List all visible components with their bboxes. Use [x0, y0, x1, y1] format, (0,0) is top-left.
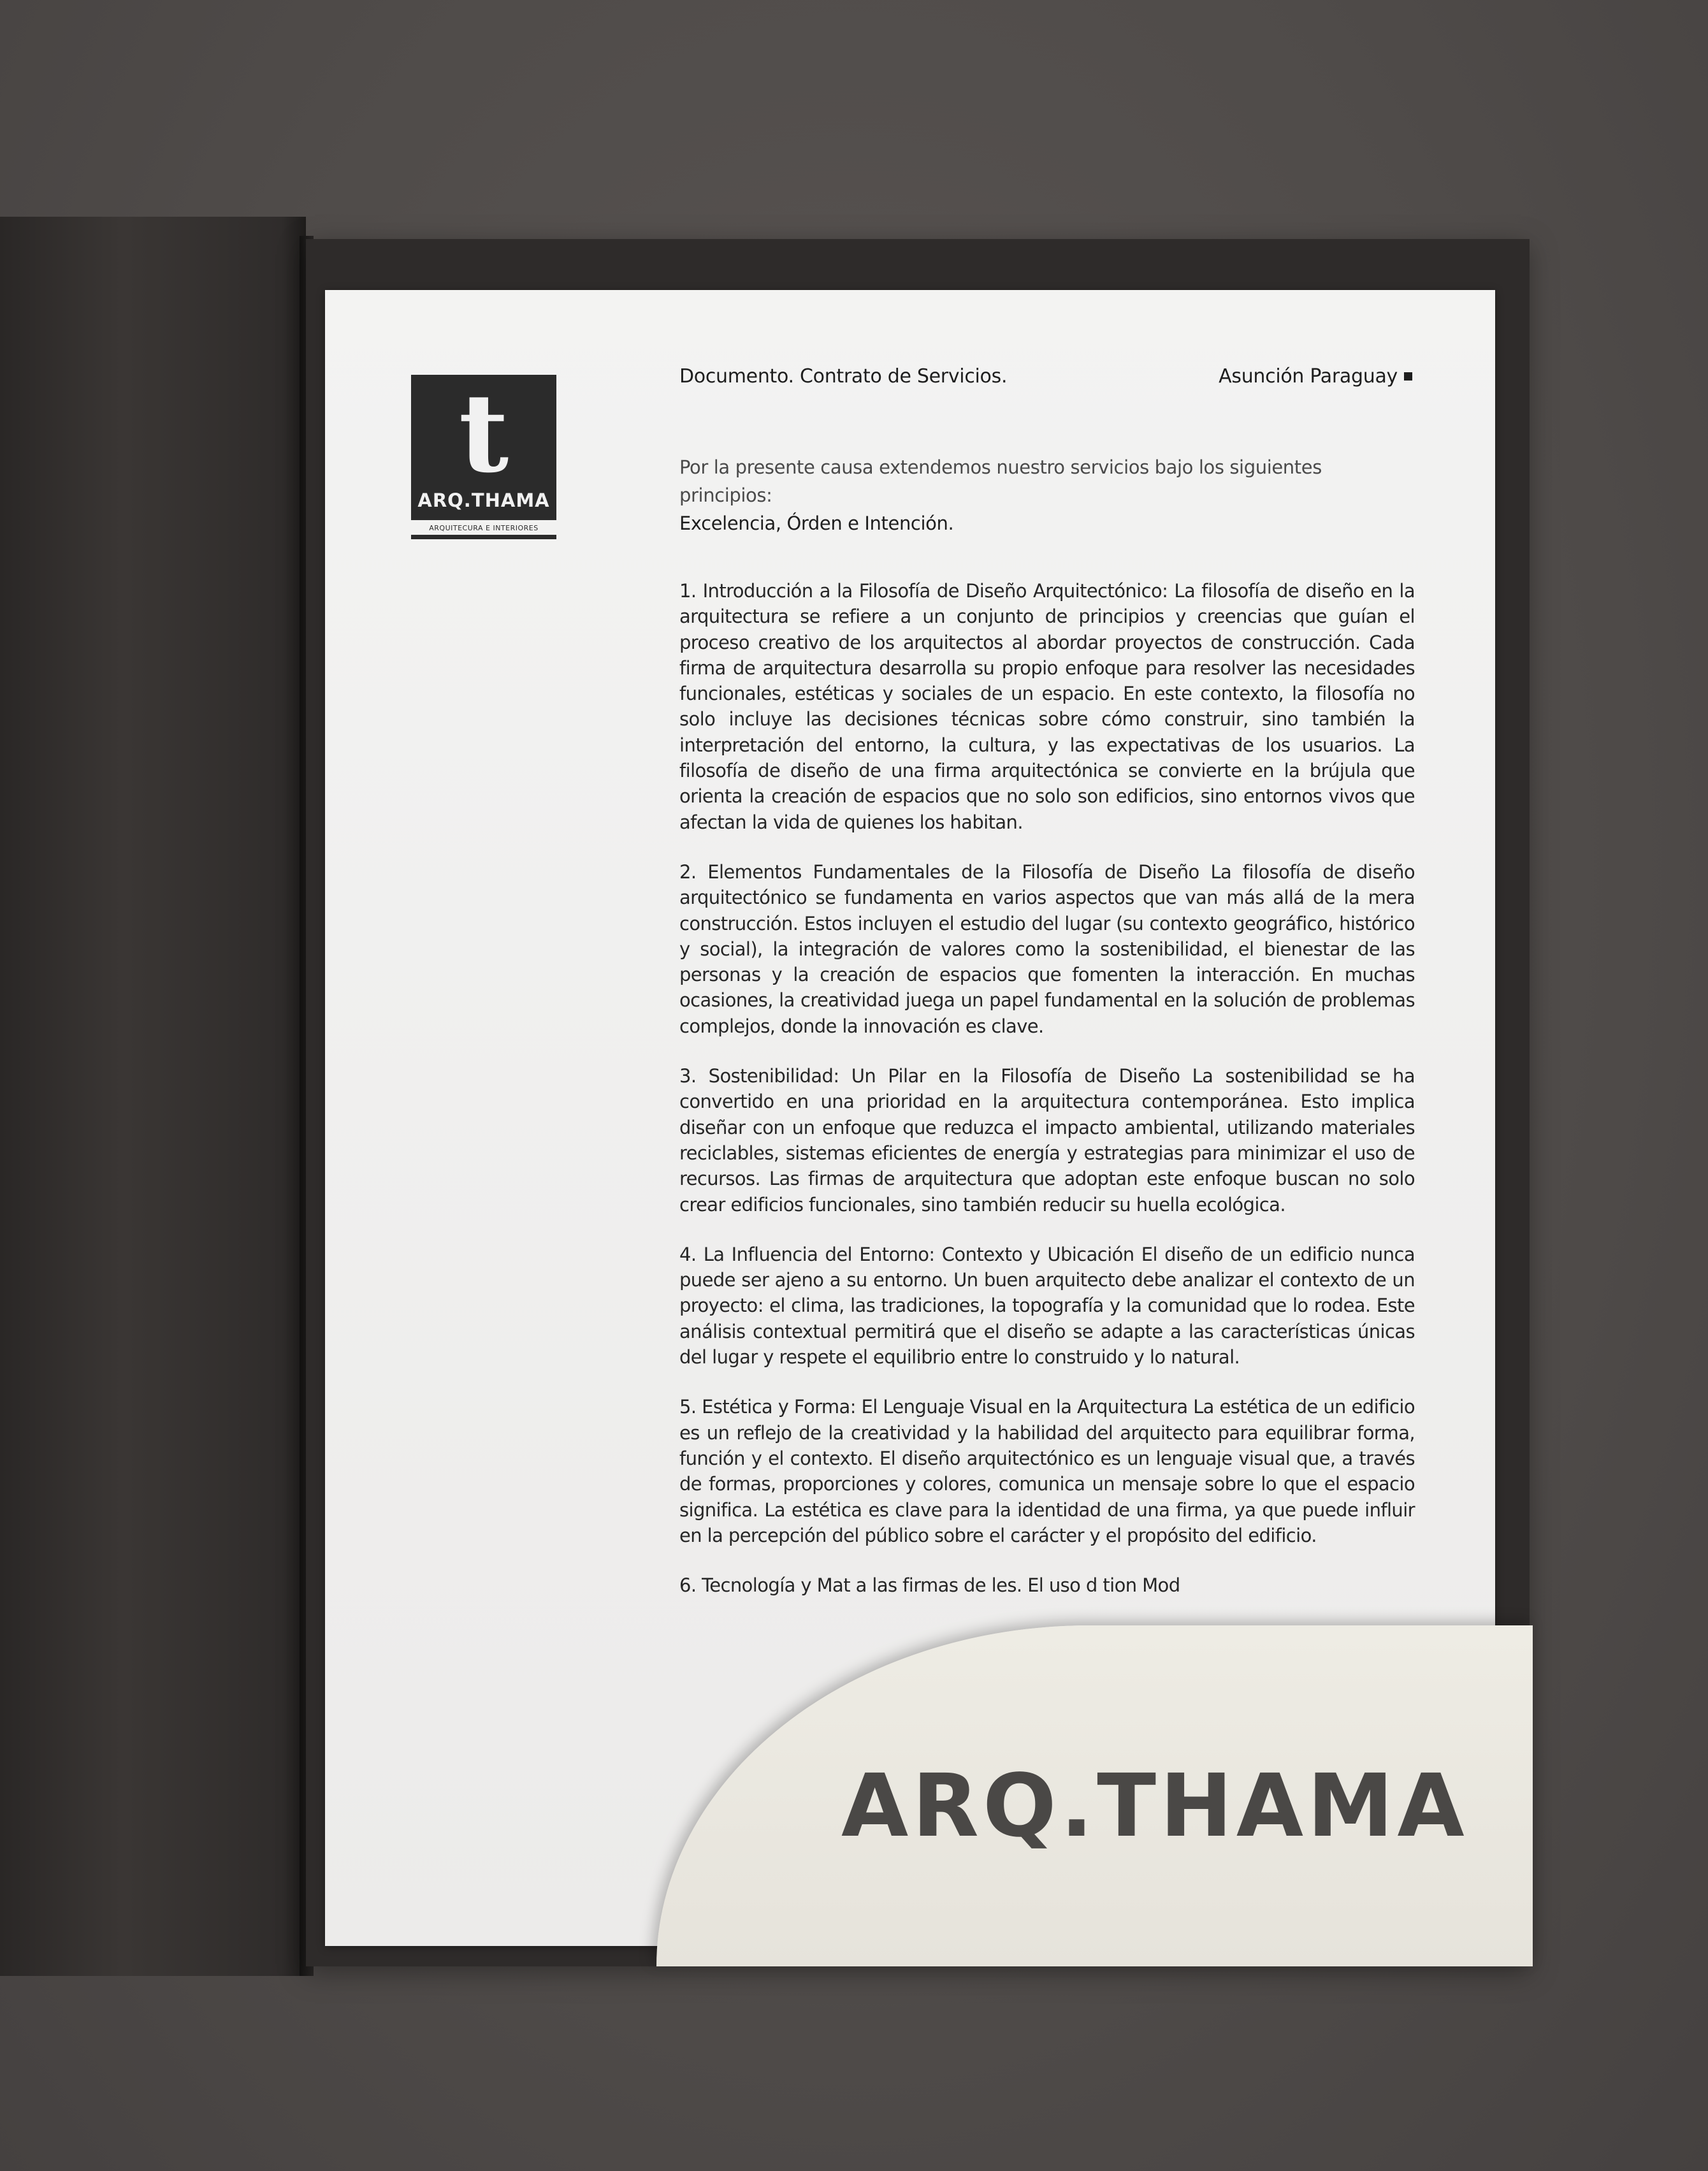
- logo-mark: t: [458, 370, 509, 497]
- contract-body: [679, 578, 1415, 1622]
- square-bullet-icon: [1404, 372, 1412, 381]
- section-paragraph: 6. Tecnología y Mat a las firmas de les. El uso d tion Mod: [679, 1574, 1180, 1597]
- logo-rule: [411, 535, 556, 539]
- section-paragraph: 5. Estética y Forma: El Lenguaje Visual en la Arquitectura La estética de un edificio es un reflejo de la creatividad y la habilidad del arquitecto para equilibrar forma, función y el contexto. El diseño arquitectónico es un lenguaje visual que, a través de formas, proporciones y colores, comunica un mensaje sobre lo que el espacio significa. La estética es clave para la identidad de una firma, ya que puede influir en la percepción del público sobre el carácter y el propósito del edificio.: [679, 1396, 1415, 1546]
- document-title: Documento. Contrato de Servicios.: [679, 365, 1008, 388]
- company-logo: [411, 370, 556, 542]
- intro-statement: [679, 453, 1419, 537]
- principles-line: Excelencia, Órden e Intención.: [679, 512, 954, 534]
- intro-line: Por la presente causa extendemos nuestro servicios bajo los siguientes principios:: [679, 456, 1322, 506]
- section-paragraph: 2. Elementos Fundamentales de la Filosofía de Diseño La filosofía de diseño arquitectónico se fundamenta en varios aspectos que van más allá de la mera construcción. Estos incluyen el estudio del lugar (su contexto geográfico, histórico y social), la integración de valores como la sostenibilidad, el bienestar de las personas y la creación de espacios que fomenten la interacción. En muchas ocasiones, la creatividad juega un papel fundamental en la solución de problemas complejos, donde la innovación es clave.: [679, 860, 1415, 1037]
- pocket-brand-text: ARQ.THAMA: [841, 1756, 1468, 1857]
- location-header: [1219, 365, 1412, 388]
- section-paragraph: 3. Sostenibilidad: Un Pilar en la Filosofía de Diseño La sostenibilidad se ha convertido en una prioridad en la arquitectura contemporánea. Esto implica diseñar con un enfoque que reduzca el impacto ambiental, utilizando materiales reciclables, sistemas eficientes de energía y estrategias para minimizar el uso de recursos. Las firmas de arquitectura que adoptan este enfoque buscan no solo crear edificios funcionales, sino también reducir su huella ecológica.: [679, 1065, 1415, 1216]
- logo-box: [411, 370, 556, 520]
- section-paragraph: 4. La Influencia del Entorno: Contexto y Ubicación El diseño de un edificio nunca puede ser ajeno a su entorno. Un buen arquitecto debe analizar el contexto de un proyecto: el clima, las tradiciones, la topografía y la comunidad que lo rodea. Este análisis contextual permitirá que el diseño se adapte a las características únicas del lugar y respete el equilibrio entre lo construido y lo natural.: [679, 1243, 1415, 1369]
- logo-name: ARQ.THAMA: [417, 490, 550, 511]
- section-paragraph: 1. Introducción a la Filosofía de Diseño Arquitectónico: La filosofía de diseño en la arquitectura se refiere a un conjunto de principios y creencias que guían el proceso creativo de los arquitectos al abordar proyectos de construcción. Cada firma de arquitectura desarrolla su propio enfoque para resolver las necesidades funcionales, estéticas y sociales de un espacio. En este contexto, la filosofía no solo incluye las decisiones técnicas sobre cómo construir, sino también la interpretación del entorno, la cultura, y las expectativas de los usuarios. La filosofía de diseño de una firma arquitectónica se convierte en la brújula que orienta la creación de espacios que no solo son edificios, sino entornos vivos que afectan la vida de quienes los habitan.: [679, 580, 1415, 833]
- location-text: Asunción Paraguay: [1219, 365, 1398, 388]
- folder-left-flap: [0, 217, 306, 1976]
- logo-tagline: ARQUITECURA E INTERIORES: [429, 524, 539, 532]
